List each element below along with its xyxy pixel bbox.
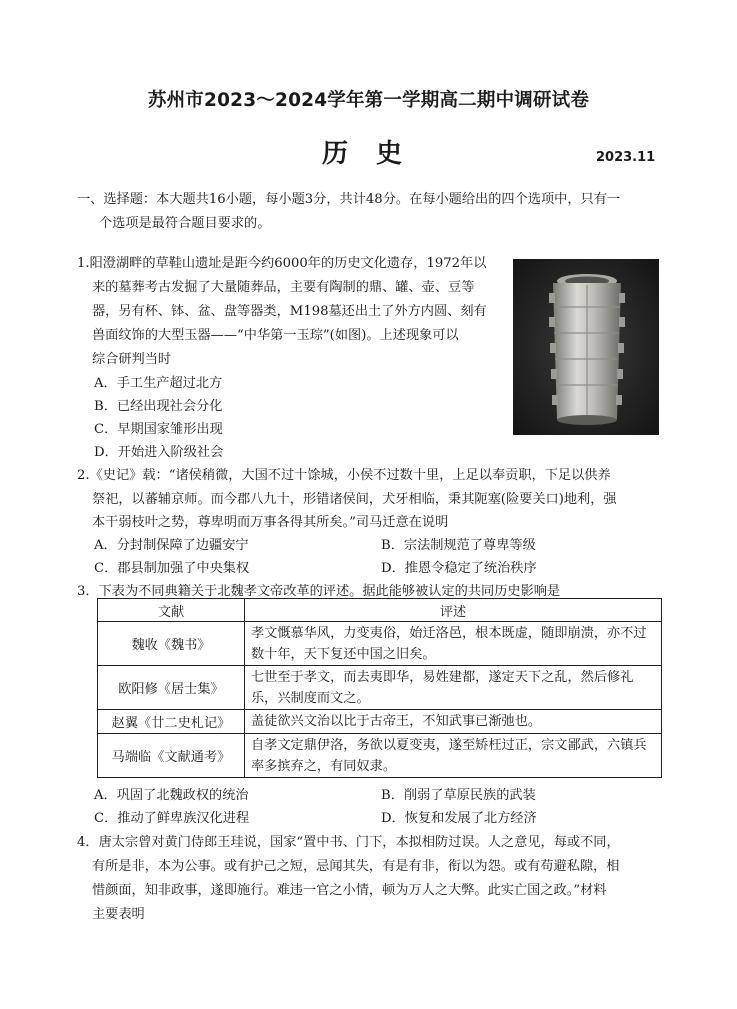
question-3-option-d[interactable]: D．恢复和发展了北方经济 <box>381 811 537 826</box>
question-4-line: 有所是非，本为公事。或有护己之短，忌闻其失，有是有非，衔以为怨。或有苟避私隙，相 <box>92 859 620 874</box>
exam-date: 2023.11 <box>596 150 656 165</box>
table-cell-source: 马端临《文献通考》 <box>98 734 245 778</box>
table-header: 文献 <box>98 599 245 622</box>
question-3-option-b[interactable]: B．削弱了草原民族的武装 <box>381 788 536 803</box>
table-cell-source: 魏收《魏书》 <box>98 622 245 666</box>
table-cell-source: 欧阳修《居士集》 <box>98 666 245 710</box>
jade-cong-icon <box>513 259 659 435</box>
question-2-option-b[interactable]: B．宗法制规范了尊卑等级 <box>381 538 536 553</box>
subject-title: 历史 <box>322 139 431 169</box>
question-3-option-c[interactable]: C．推动了鲜卑族汉化进程 <box>94 811 250 826</box>
question-3-stem: 3．下表为不同典籍关于北魏孝文帝改革的评述。据此能够被认定的共同历史影响是 <box>77 584 561 599</box>
question-4-line: 4．唐太宗曾对黄门侍郎王珪说，国家“置中书、门下，本拟相防过误。人之意见，每或不同， <box>77 835 620 850</box>
question-1-option-c[interactable]: C．早期国家雏形出现 <box>94 422 223 437</box>
table-cell-source: 赵翼《廿二史札记》 <box>98 710 245 734</box>
table-row <box>98 734 662 778</box>
table-cell-comment: 七世至于孝文，而去夷即华，易姓建都，遂定天下之乱，然后修礼乐，兴制度而文之。 <box>245 666 662 710</box>
question-2-line: 祭祀，以蕃辅京师。而今郡八九十，形错诸侯间，犬牙相临，秉其阨塞(险要关口)地利，强 <box>92 492 617 507</box>
question-3-table <box>97 598 662 778</box>
table-row <box>98 710 662 734</box>
table-row <box>98 666 662 710</box>
table-cell-comment: 盖徒欲兴文治以比于古帝王，不知武事已渐弛也。 <box>245 710 662 734</box>
question-2-option-d[interactable]: D．推恩令稳定了统治秩序 <box>381 561 537 576</box>
question-2-line: 2.《史记》载：“诸侯稍微，大国不过十馀城，小侯不过数十里，上足以奉贡职，下足以供养 <box>77 468 611 483</box>
table-row <box>98 622 662 666</box>
question-1-line: 综合研判当时 <box>92 352 172 367</box>
table-header-row <box>98 599 662 622</box>
jade-cong-photo <box>513 259 659 435</box>
question-4-line: 惜颜面，知非政事，遂即施行。难违一官之小情，顿为万人之大弊。此实亡国之政。”材料 <box>92 883 607 898</box>
question-1-option-b[interactable]: B．已经出现社会分化 <box>94 399 223 414</box>
question-2-option-a[interactable]: A．分封制保障了边疆安宁 <box>94 538 249 553</box>
table-header: 评述 <box>245 599 662 622</box>
table-cell-comment: 自孝文定鼎伊洛，务欲以夏变夷，遂至矫枉过正，宗文鄙武，六镇兵率多摈弃之，有同奴隶。 <box>245 734 662 778</box>
question-1-line: 来的墓葬考古发掘了大量随葬品，主要有陶制的鼎、罐、壶、豆等 <box>92 280 475 295</box>
question-1-line: 兽面纹饰的大型玉器——“中华第一玉琮”(如图)。上述现象可以 <box>92 328 459 343</box>
exam-title: 苏州市2023～2024学年第一学期高二期中调研试卷 <box>147 90 590 111</box>
section-instructions-line1: 一、选择题：本大题共16小题，每小题3分，共计48分。在每小题给出的四个选项中，只有一 <box>77 192 621 207</box>
table-cell-comment: 孝文慨慕华风，力变夷俗，始迁洛邑，根本既虚，随即崩溃，亦不过数十年，天下复还中国之旧矣。 <box>245 622 662 666</box>
question-1-option-a[interactable]: A．手工生产超过北方 <box>94 376 223 391</box>
question-1-line: 器，另有杯、钵、盆、盘等器类，M198墓还出土了外方内圆、刻有 <box>92 304 487 319</box>
question-1-line: 1.阳澄湖畔的草鞋山遗址是距今约6000年的历史文化遗存，1972年以 <box>77 256 487 271</box>
question-2-line: 本干弱枝叶之势，尊卑明而万事各得其所矣。”司马迁意在说明 <box>92 515 449 530</box>
question-3-option-a[interactable]: A．巩固了北魏政权的统治 <box>94 788 249 803</box>
question-1-option-d[interactable]: D．开始进入阶级社会 <box>94 445 224 460</box>
section-instructions-line2: 个选项是最符合题目要求的。 <box>99 216 271 231</box>
question-4-line: 主要表明 <box>92 907 145 922</box>
question-2-option-c[interactable]: C．郡县制加强了中央集权 <box>94 561 250 576</box>
